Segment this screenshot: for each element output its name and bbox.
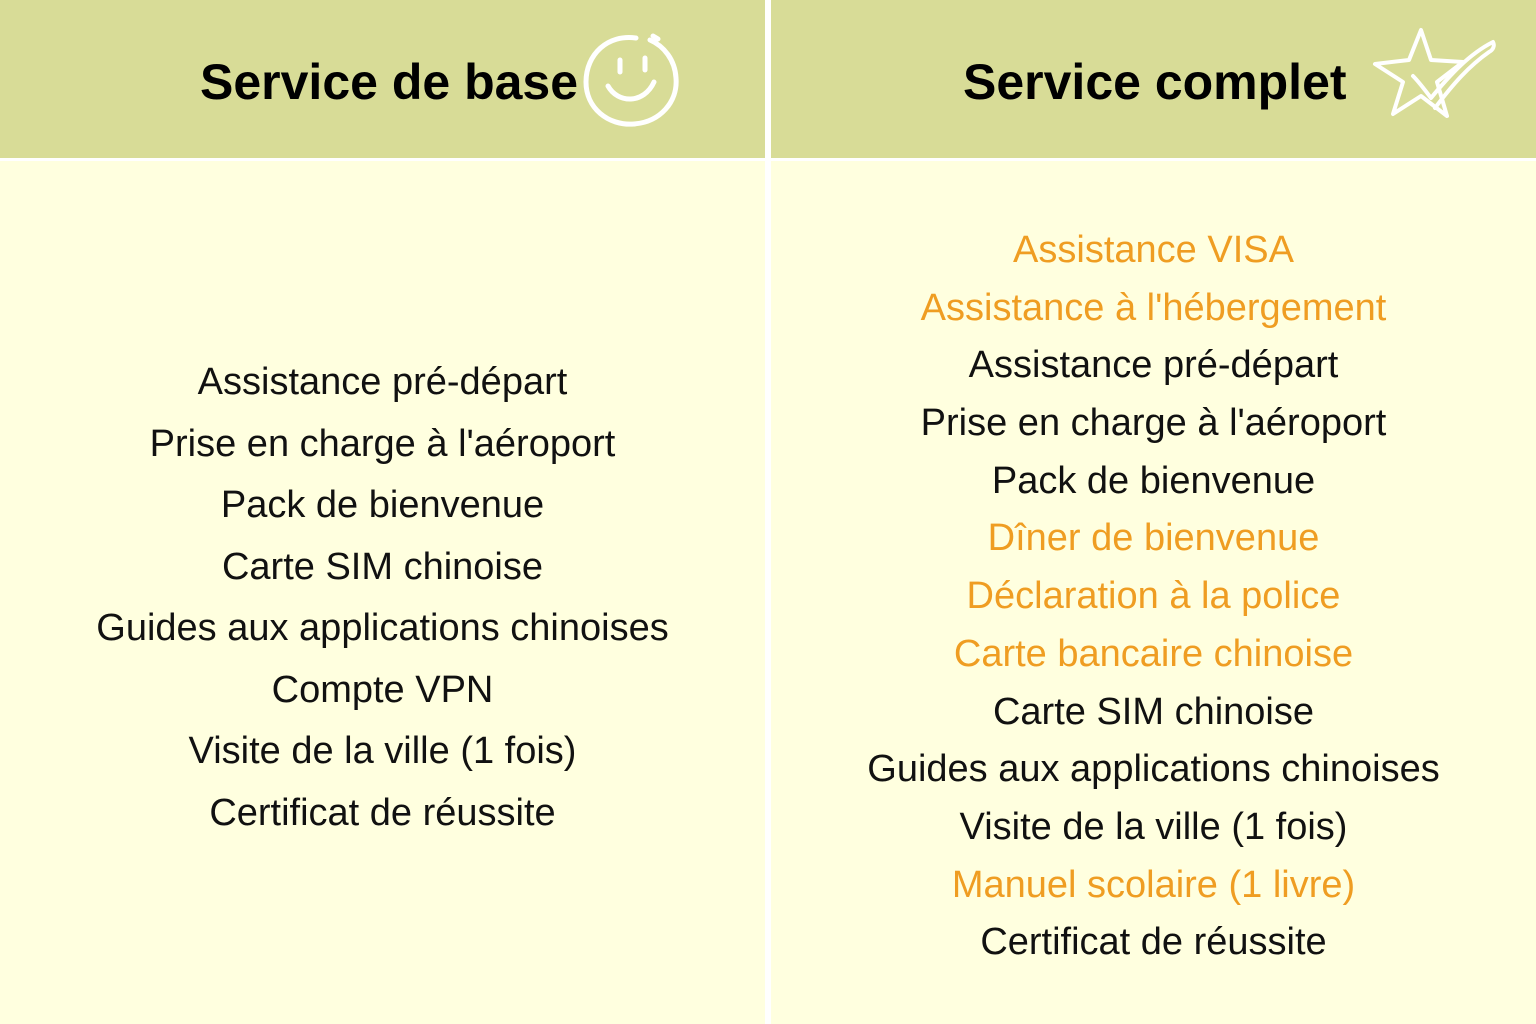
list-item: Carte SIM chinoise: [992, 690, 1314, 733]
list-item: Manuel scolaire (1 livre): [951, 863, 1356, 906]
complete-service-title: Service complet: [963, 54, 1347, 110]
list-item: Certificat de réussite: [209, 791, 556, 834]
list-item: Certificat de réussite: [980, 921, 1327, 964]
list-item: Guides aux applications chinoises: [867, 748, 1440, 791]
basic-service-title: Service de base: [200, 54, 579, 110]
basic-service-list: [0, 352, 765, 844]
complete-service-list: [771, 222, 1536, 972]
smiley-face-icon: [578, 30, 686, 132]
list-item: Compte VPN: [271, 668, 494, 711]
list-item: Assistance pré-départ: [968, 344, 1339, 387]
list-item: Déclaration à la police: [966, 575, 1341, 618]
complete-service-header: [771, 0, 1536, 161]
basic-service-column: [0, 0, 765, 1024]
list-item: Guides aux applications chinoises: [96, 607, 669, 649]
list-item: Assistance pré-départ: [197, 361, 568, 403]
star-check-icon: [1369, 24, 1501, 128]
list-item: Carte SIM chinoise: [221, 545, 543, 588]
list-item: Visite de la ville (1 fois): [188, 730, 577, 772]
basic-service-header: [0, 0, 765, 161]
list-item: Assistance à l'hébergement: [920, 286, 1387, 329]
list-item: Carte bancaire chinoise: [953, 632, 1354, 675]
list-item: Dîner de bienvenue: [987, 517, 1320, 560]
list-item: Pack de bienvenue: [220, 484, 545, 526]
list-item: Assistance VISA: [1013, 229, 1294, 271]
complete-service-column: [771, 0, 1536, 1024]
list-item: Pack de bienvenue: [991, 459, 1316, 502]
list-item: Visite de la ville (1 fois): [959, 805, 1348, 848]
list-item: Prise en charge à l'aéroport: [149, 422, 616, 465]
list-item: Prise en charge à l'aéroport: [920, 402, 1387, 445]
